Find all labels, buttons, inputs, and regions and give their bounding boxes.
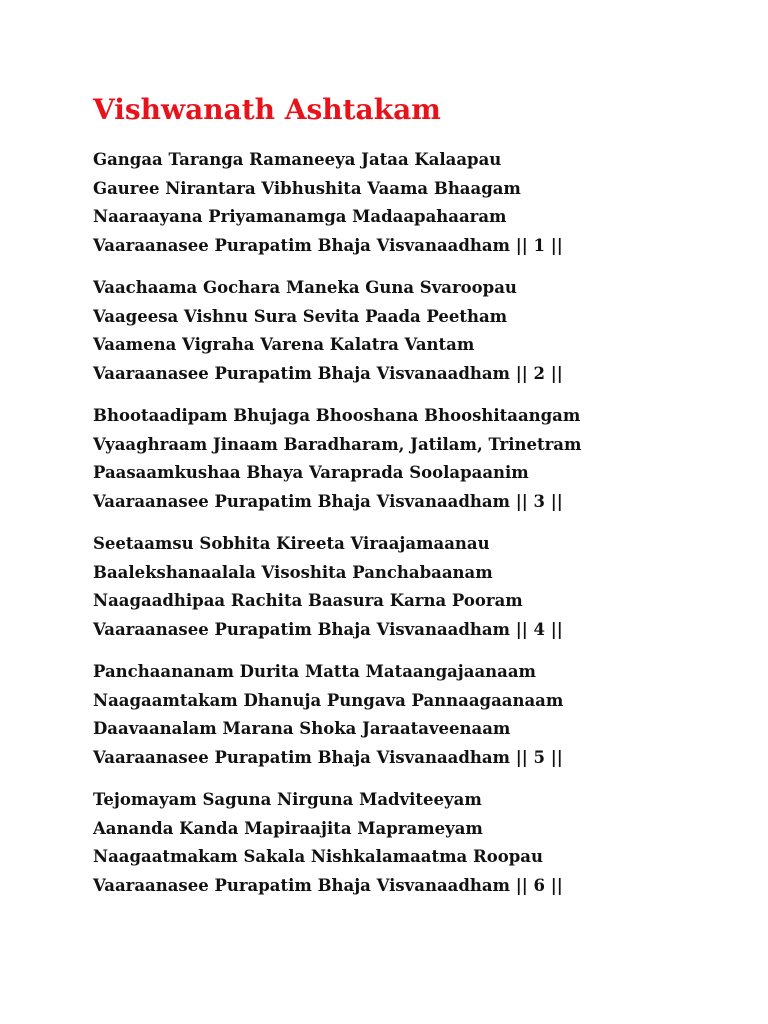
refrain-line: Vaaraanasee Purapatim Bhaja Visvanaadham || 4 || [93,619,563,639]
verse-line: Naagaatmakam Sakala Nishkalamaatma Roopau [93,847,543,866]
stanza-list [93,146,753,914]
stanza-6 [93,786,753,900]
verse-line: Vaamena Vigraha Varena Kalatra Vantam [93,335,475,354]
verse-line: Gauree Nirantara Vibhushita Vaama Bhaagam [93,178,521,198]
verse-line: Naagaadhipaa Rachita Baasura Karna Pooram [93,591,523,610]
stanza-3 [93,402,753,516]
verse-line: Baalekshanaalala Visoshita Panchabaanam [93,562,493,582]
stanza-4 [93,530,753,644]
verse-line: Seetaamsu Sobhita Kireeta Viraajamaanau [93,534,490,553]
refrain-line: Vaaraanasee Purapatim Bhaja Visvanaadham || 6 || [93,875,563,895]
stanza-5 [93,658,753,772]
stanza-1 [93,146,753,260]
verse-line: Vyaaghraam Jinaam Baradharam, Jatilam, Trinetram [93,434,582,454]
verse-line: Daavaanalam Marana Shoka Jaraataveenaam [93,719,511,738]
stanza-2 [93,274,753,388]
verse-line: Naaraayana Priyamanamga Madaapahaaram [93,207,507,226]
verse-line: Aananda Kanda Mapiraajita Maprameyam [93,818,483,838]
verse-line: Panchaananam Durita Matta Mataangajaanaam [93,662,536,681]
refrain-line: Vaaraanasee Purapatim Bhaja Visvanaadham || 5 || [93,747,563,767]
verse-line: Bhootaadipam Bhujaga Bhooshana Bhooshitaangam [93,406,581,425]
verse-line: Paasaamkushaa Bhaya Varaprada Soolapaanim [93,463,529,482]
refrain-line: Vaaraanasee Purapatim Bhaja Visvanaadham || 2 || [93,363,563,383]
document-title: Vishwanath Ashtakam [93,93,441,126]
verse-line: Naagaamtakam Dhanuja Pungava Pannaagaanaam [93,690,564,710]
verse-line: Tejomayam Saguna Nirguna Madviteeyam [93,790,482,809]
verse-line: Gangaa Taranga Ramaneeya Jataa Kalaapau [93,150,502,169]
refrain-line: Vaaraanasee Purapatim Bhaja Visvanaadham || 3 || [93,491,563,511]
refrain-line: Vaaraanasee Purapatim Bhaja Visvanaadham || 1 || [93,235,563,255]
verse-line: Vaageesa Vishnu Sura Sevita Paada Peetham [93,306,508,326]
verse-line: Vaachaama Gochara Maneka Guna Svaroopau [93,278,517,297]
